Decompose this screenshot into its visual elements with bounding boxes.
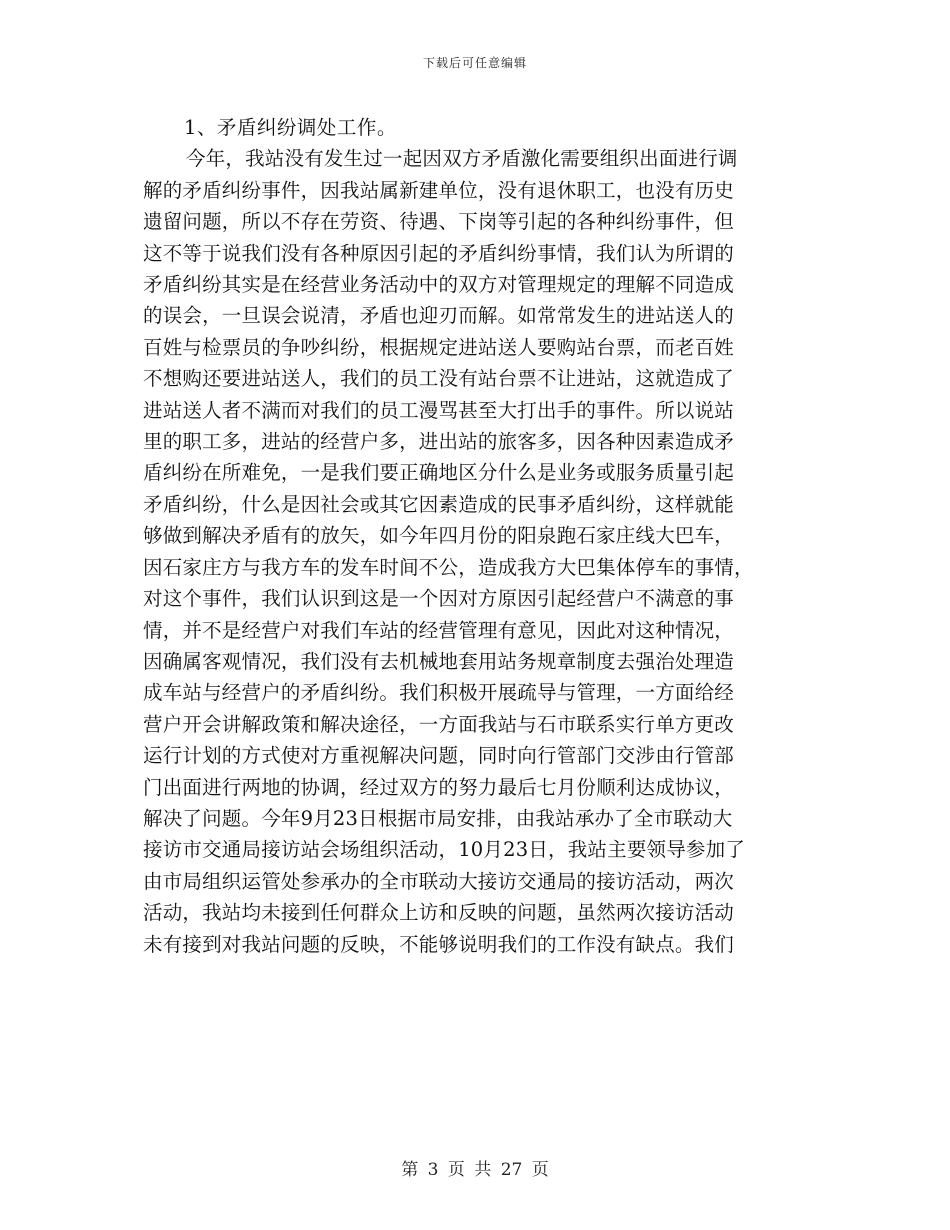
paragraph-line: 成车站与经营户的矛盾纠纷。我们积极开展疏导与管理，一方面给经 bbox=[143, 681, 735, 705]
paragraph-line: 解的矛盾纠纷事件，因我站属新建单位，没有退休职工，也没有历史 bbox=[143, 178, 735, 202]
paragraph-line: 情，并不是经营户对我们车站的经营管理有意见，因此对这种情况， bbox=[143, 618, 735, 642]
paragraph-line: 不想购还要进站送人，我们的员工没有站台票不让进站，这就造成了 bbox=[143, 367, 735, 391]
paragraph-line: 这不等于说我们没有各种原因引起的矛盾纠纷事情，我们认为所谓的 bbox=[143, 241, 735, 265]
paragraph-line: 百姓与检票员的争吵纠纷，根据规定进站送人要购站台票，而老百姓 bbox=[143, 335, 735, 359]
page-header: 下载后可任意编辑 bbox=[422, 56, 527, 70]
paragraph-line: 进站送人者不满而对我们的员工漫骂甚至大打出手的事件。所以说站 bbox=[143, 398, 735, 422]
paragraph-line: 运行计划的方式使对方重视解决问题，同时向行管部门交涉由行管部 bbox=[143, 744, 735, 768]
paragraph-line: 活动，我站均未接到任何群众上访和反映的问题，虽然两次接访活动 bbox=[143, 901, 735, 925]
paragraph-line: 矛盾纠纷其实是在经营业务活动中的双方对管理规定的理解不同造成 bbox=[143, 273, 735, 297]
paragraph-line: 盾纠纷在所难免，一是我们要正确地区分什么是业务或服务质量引起 bbox=[143, 461, 735, 485]
paragraph-line: 未有接到对我站问题的反映，不能够说明我们的工作没有缺点。我们 bbox=[143, 932, 735, 956]
paragraph-line: 解决了问题。今年9月23日根据市局安排，由我站承办了全市联动大 bbox=[143, 806, 733, 830]
page-number-footer: 第 3 页 共 27 页 bbox=[401, 1160, 549, 1180]
paragraph-line: 接访市交通局接访站会场组织活动，10月23日，我站主要领导参加了 bbox=[143, 838, 746, 862]
paragraph-line: 够做到解决矛盾有的放矢，如今年四月份的阳泉跑石家庄线大巴车， bbox=[143, 524, 735, 548]
paragraph-line: 因石家庄方与我方车的发车时间不公，造成我方大巴集体停车的事情， bbox=[143, 555, 754, 579]
paragraph-line: 对这个事件，我们认识到这是一个因对方原因引起经营户不满意的事 bbox=[143, 587, 735, 611]
paragraph-line: 由市局组织运管处参承办的全市联动大接访交通局的接访活动，两次 bbox=[143, 869, 735, 893]
paragraph-line: 营户开会讲解政策和解决途径，一方面我站与石市联系实行单方更改 bbox=[143, 712, 735, 736]
document-body bbox=[143, 112, 803, 960]
paragraph-line: 因确属客观情况，我们没有去机械地套用站务规章制度去强治处理造 bbox=[143, 649, 735, 673]
paragraph-line: 里的职工多，进站的经营户多，进出站的旅客多，因各种因素造成矛 bbox=[143, 430, 735, 454]
section-heading: 1、矛盾纠纷调处工作。 bbox=[184, 116, 397, 139]
paragraph-line: 矛盾纠纷，什么是因社会或其它因素造成的民事矛盾纠纷，这样就能 bbox=[143, 492, 735, 516]
paragraph-line: 门出面进行两地的协调，经过双方的努力最后七月份顺利达成协议， bbox=[143, 775, 735, 799]
paragraph-line: 的误会，一旦误会说清，矛盾也迎刃而解。如常常发生的进站送人的 bbox=[143, 304, 735, 328]
paragraph-line: 今年，我站没有发生过一起因双方矛盾激化需要组织出面进行调 bbox=[186, 147, 738, 171]
paragraph-line: 遗留问题，所以不存在劳资、待遇、下岗等引起的各种纠纷事件，但 bbox=[143, 210, 735, 234]
